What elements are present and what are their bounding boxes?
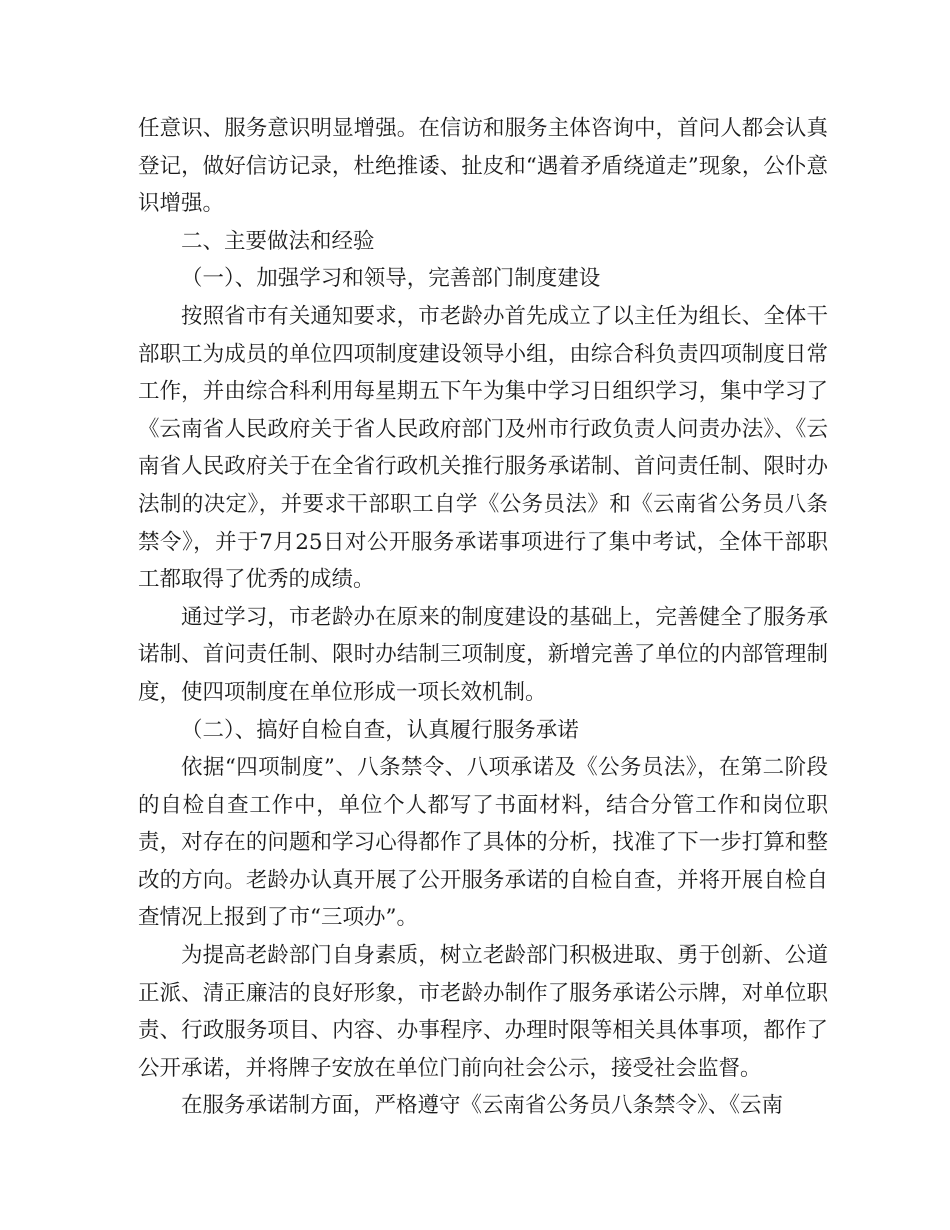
subsection-heading-1: （一）、加强学习和领导，完善部门制度建设: [181, 266, 601, 292]
subsection-heading-2: （二）、搞好自检自查，认真履行服务承诺: [181, 717, 579, 743]
paragraph-continuation: 任意识、服务意识明显增强。在信访和服务主体咨询中，首问人都会认真登记，做好信访记录，杜绝推诿、扯皮和“遇着矛盾绕道走”现象，公仆意识增强。: [138, 116, 828, 217]
paragraph: 通过学习，市老龄办在原来的制度建设的基础上，完善健全了服务承诺制、首问责任制、限时办结制三项制度，新增完善了单位的内部管理制度，使四项制度在单位形成一项长效机制。: [138, 604, 828, 705]
document-body: [138, 110, 828, 1125]
paragraph: 按照省市有关通知要求，市老龄办首先成立了以主任为组长、全体干部职工为成员的单位四项制度建设领导小组，由综合科负责四项制度日常工作，并由综合科利用每星期五下午为集中学习日组织学习，集中学习了《云南省人民政府关于省人民政府部门及州市行政负责人问责办法》、《云南省人民政府关于在全省行政机关推行服务承诺制、首问责任制、限时办法制的决定》，并要求干部职工自学《公务员法》和《云南省公务员八条禁令》，并于7月25日对公开服务承诺事项进行了集中考试，全体干部职工都取得了优秀的成绩。: [138, 303, 828, 593]
paragraph-truncated: 在服务承诺制方面，严格遵守《云南省公务员八条禁令》、《云南: [181, 1093, 784, 1119]
section-heading: 二、主要做法和经验: [181, 228, 375, 254]
paragraph: 为提高老龄部门自身素质，树立老龄部门积极进取、勇于创新、公道正派、清正廉洁的良好形象，市老龄办制作了服务承诺公示牌，对单位职责、行政服务项目、内容、办事程序、办理时限等相关具体事项，都作了公开承诺，并将牌子安放在单位门前向社会公示，接受社会监督。: [138, 943, 828, 1081]
paragraph: 依据“四项制度”、八条禁令、八项承诺及《公务员法》，在第二阶段的自检自查工作中，单位个人都写了书面材料，结合分管工作和岗位职责，对存在的问题和学习心得都作了具体的分析，找准了下一步打算和整改的方向。老龄办认真开展了公开服务承诺的自检自查，并将开展自检自查情况上报到了市“三项办”。: [138, 755, 828, 931]
